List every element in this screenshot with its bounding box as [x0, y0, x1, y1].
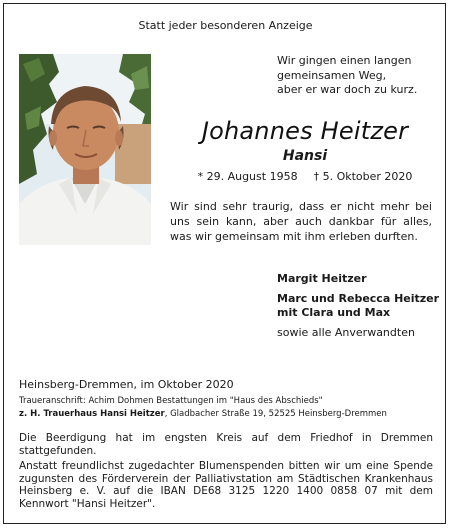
address-recipient: z. H. Trauerhaus Hansi Heitzer — [19, 409, 165, 419]
birth-date: * 29. August 1958 — [197, 170, 298, 183]
death-date: † 5. Oktober 2020 — [313, 170, 413, 183]
mourner-relatives: sowie alle Anverwandten — [277, 326, 415, 339]
place-date: Heinsberg-Dremmen, im Oktober 2020 — [19, 378, 234, 391]
address-street: , Gladbacher Straße 19, 52525 Heinsberg-Dremmen — [164, 409, 387, 419]
deceased-nickname: Hansi — [282, 148, 328, 164]
mourner-family: Marc und Rebecca Heitzer — [277, 292, 440, 305]
condolence-sentence: Wir sind sehr traurig, dass er nicht mehr bei uns sein kann, aber auch dankbar für alles, was wir gemeinsam mit ihm erleben durften. — [170, 200, 432, 243]
motto-quote — [277, 54, 417, 98]
motto-line: aber er war doch zu kurz. — [277, 83, 418, 96]
life-dates — [160, 170, 450, 183]
deceased-name: Johannes Heitzer — [201, 117, 409, 145]
mourner-grandchildren: mit Clara und Max — [277, 306, 391, 319]
portrait-photo — [19, 54, 151, 245]
mourning-address — [19, 395, 439, 421]
header-text: Statt jeder besonderen Anzeige — [138, 19, 313, 32]
donation-request-paragraph: Anstatt freundlichst zugedachter Blumenspenden bitten wir um eine Spende zugunsten des Förderverein der Palliativstation am Städtischen Krankenhaus Heinsberg e. V. auf die IBAN DE68 3125 1220 1400 0858 07 mit dem Kennwort "Hansi Heitzer". — [19, 460, 433, 510]
mourners-list — [277, 272, 439, 340]
address-line-1: Traueranschrift: Achim Dohmen Bestattungen im "Haus des Abschieds" — [19, 396, 323, 406]
motto-line: gemeinsamen Weg, — [277, 68, 387, 82]
funeral-info-paragraph: Die Beerdigung hat im engsten Kreis auf dem Friedhof in Dremmen stattgefunden. — [19, 432, 433, 457]
motto-line: Wir gingen einen langen — [277, 54, 412, 67]
address-line-2 — [19, 408, 439, 421]
mourner-spouse: Margit Heitzer — [277, 272, 367, 285]
